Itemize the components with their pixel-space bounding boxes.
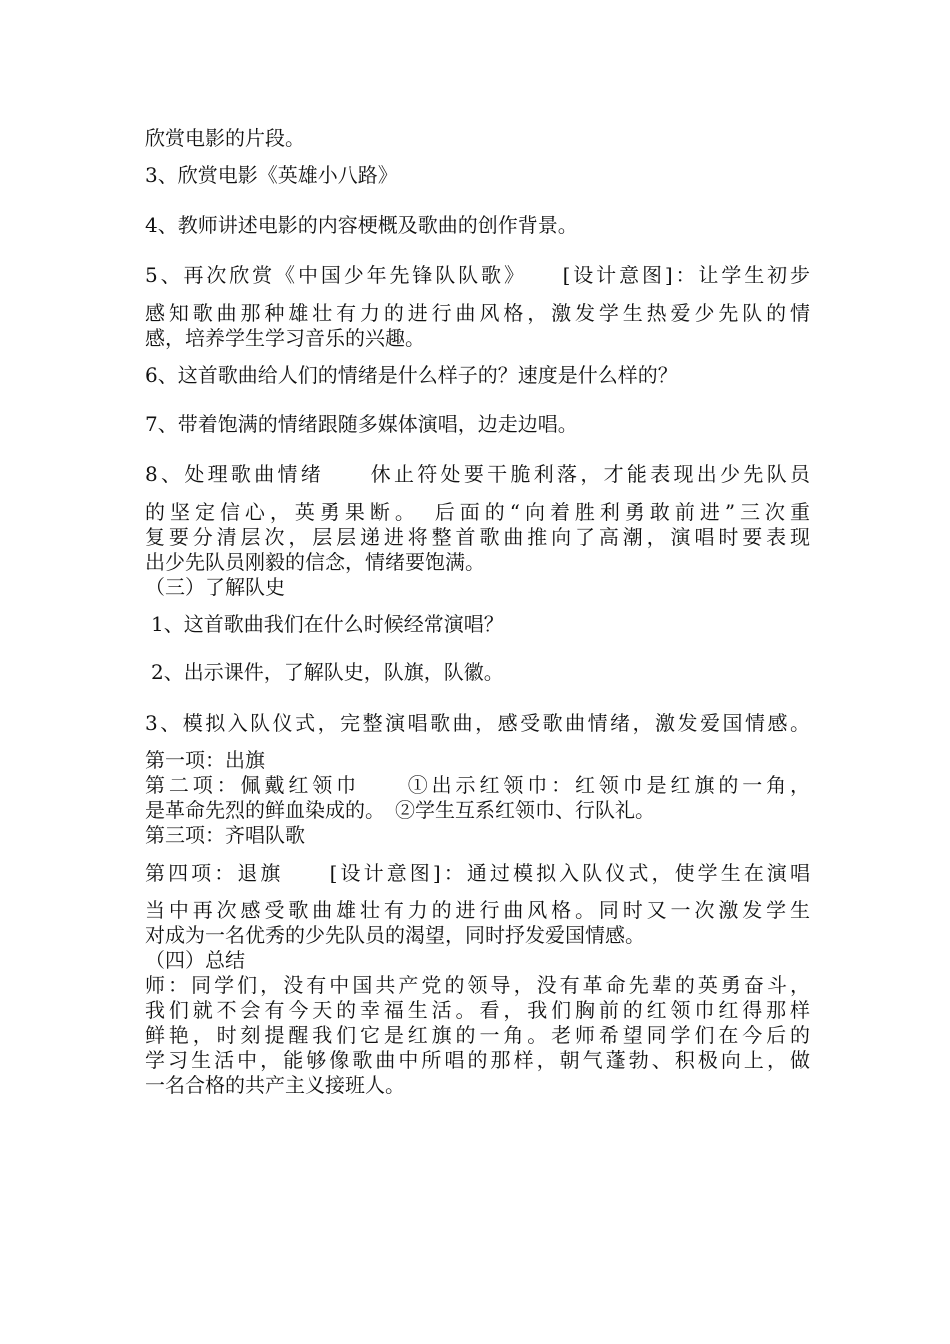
text-line: 第三项：齐唱队歌 [145, 823, 305, 847]
text-line: 感知歌曲那种雄壮有力的进行曲风格，激发学生热爱少先队的情 [145, 301, 810, 325]
text-line: 师：同学们，没有中国共产党的领导，没有革命先辈的英勇奋斗， [145, 973, 810, 997]
text-line: 复要分清层次，层层递进将整首歌曲推向了高潮，演唱时要表现 [145, 525, 810, 549]
text-line: 鲜艳，时刻提醒我们它是红旗的一角。老师希望同学们在今后的 [145, 1023, 810, 1047]
text-line: 感，培养学生学习音乐的兴趣。 [145, 326, 425, 350]
text-line: 我们就不会有今天的幸福生活。看，我们胸前的红领巾红得那样 [145, 998, 810, 1022]
section-heading: （四）总结 [145, 948, 245, 972]
text-line: 3、模拟入队仪式，完整演唱歌曲，感受歌曲情绪，激发爱国情感。 [145, 711, 810, 735]
text-line: 是革命先烈的鲜血染成的。 ②学生互系红领巾、行队礼。 [145, 798, 655, 822]
text-line: 一名合格的共产主义接班人。 [145, 1073, 405, 1097]
text-line: 对成为一名优秀的少先队员的渴望，同时抒发爱国情感。 [145, 923, 645, 947]
text-line: 第四项：退旗 [设计意图]：通过模拟入队仪式，使学生在演唱 [145, 861, 810, 885]
text-line: 第一项：出旗 [145, 748, 265, 772]
text-line: 1、这首歌曲我们在什么时候经常演唱？ [151, 612, 504, 636]
text-line: 学习生活中，能够像歌曲中所唱的那样，朝气蓬勃、积极向上，做 [145, 1048, 810, 1072]
text-line: 欣赏电影的片段。 [145, 126, 305, 150]
text-line: 第二项：佩戴红领巾 ①出示红领巾：红领巾是红旗的一角， [145, 773, 810, 797]
text-line: 7、带着饱满的情绪跟随多媒体演唱，边走边唱。 [145, 412, 578, 436]
text-line: 当中再次感受歌曲雄壮有力的进行曲风格。同时又一次激发学生 [145, 898, 810, 922]
section-heading: （三）了解队史 [145, 575, 285, 599]
text-line: 2、出示课件，了解队史，队旗，队徽。 [151, 660, 504, 684]
text-line: 6、这首歌曲给人们的情绪是什么样子的？速度是什么样的？ [145, 363, 678, 387]
text-line: 出少先队员刚毅的信念，情绪要饱满。 [145, 550, 485, 574]
text-line: 8、处理歌曲情绪 休止符处要干脆利落，才能表现出少先队员 [145, 462, 810, 486]
text-line: 的坚定信心，英勇果断。 后面的“向着胜利勇敢前进”三次重 [145, 500, 810, 524]
text-line: 3、欣赏电影《英雄小八路》 [145, 163, 398, 187]
text-line: 5、再次欣赏《中国少年先锋队队歌》 [设计意图]：让学生初步 [145, 263, 810, 287]
text-line: 4、教师讲述电影的内容梗概及歌曲的创作背景。 [145, 213, 578, 237]
